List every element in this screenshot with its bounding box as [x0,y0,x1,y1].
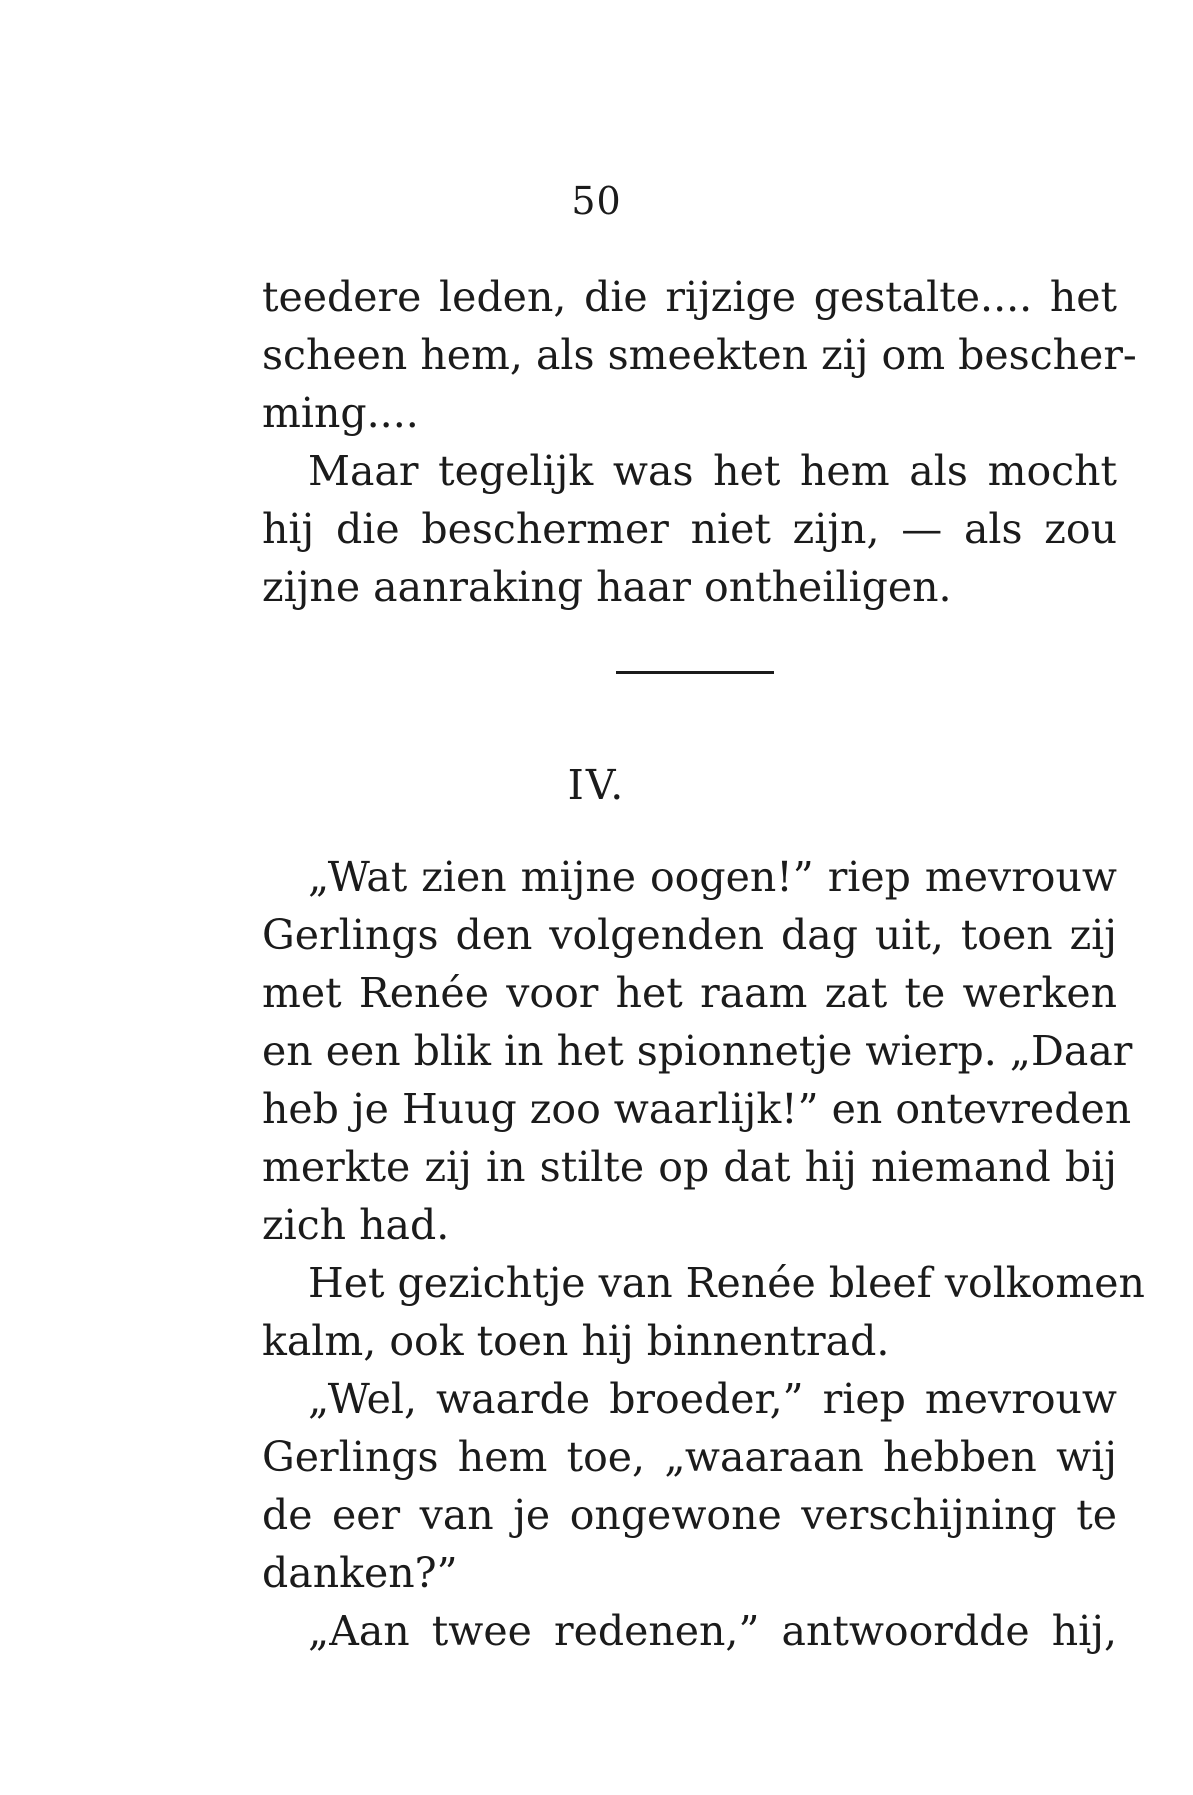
text-line: ming.... [262,389,419,437]
text-line: kalm, ook toen hij binnentrad. [262,1317,890,1365]
text-line: met Renée voor het raam zat te werken [262,969,1117,1017]
text-line: merkte zij in stilte op dat hij niemand bij [262,1143,1117,1191]
text-line: „Aan twee redenen,” antwoordde hij, [308,1607,1117,1655]
text-line: scheen hem, als smeekten zij om bescher- [262,331,1137,379]
text-line: danken?” [262,1549,458,1597]
text-line: de eer van je ongewone verschijning te [262,1491,1117,1539]
text-line: zijne aanraking haar ontheiligen. [262,563,952,611]
text-line: en een blik in het spionnetje wierp. „Daar [262,1027,1133,1075]
text-line: Het gezichtje van Renée bleef volkomen [308,1259,1145,1307]
text-line: „Wel, waarde broeder,” riep mevrouw [308,1375,1117,1423]
text-line: hij die beschermer niet zijn, — als zou [262,505,1117,553]
text-line: Maar tegelijk was het hem als mocht [308,447,1117,495]
text-line: Gerlings hem toe, „waaraan hebben wij [262,1433,1117,1481]
chapter-heading: IV. [567,761,626,809]
page-number: 50 [571,179,622,223]
text-line: heb je Huug zoo waarlijk!” en ontevreden [262,1085,1132,1133]
text-line: zich had. [262,1201,450,1249]
section-divider [616,671,774,674]
text-line: „Wat zien mijne oogen!” riep mevrouw [308,853,1117,901]
text-line: teedere leden, die rijzige gestalte.... het [262,273,1117,321]
text-line: Gerlings den volgenden dag uit, toen zij [262,911,1117,959]
